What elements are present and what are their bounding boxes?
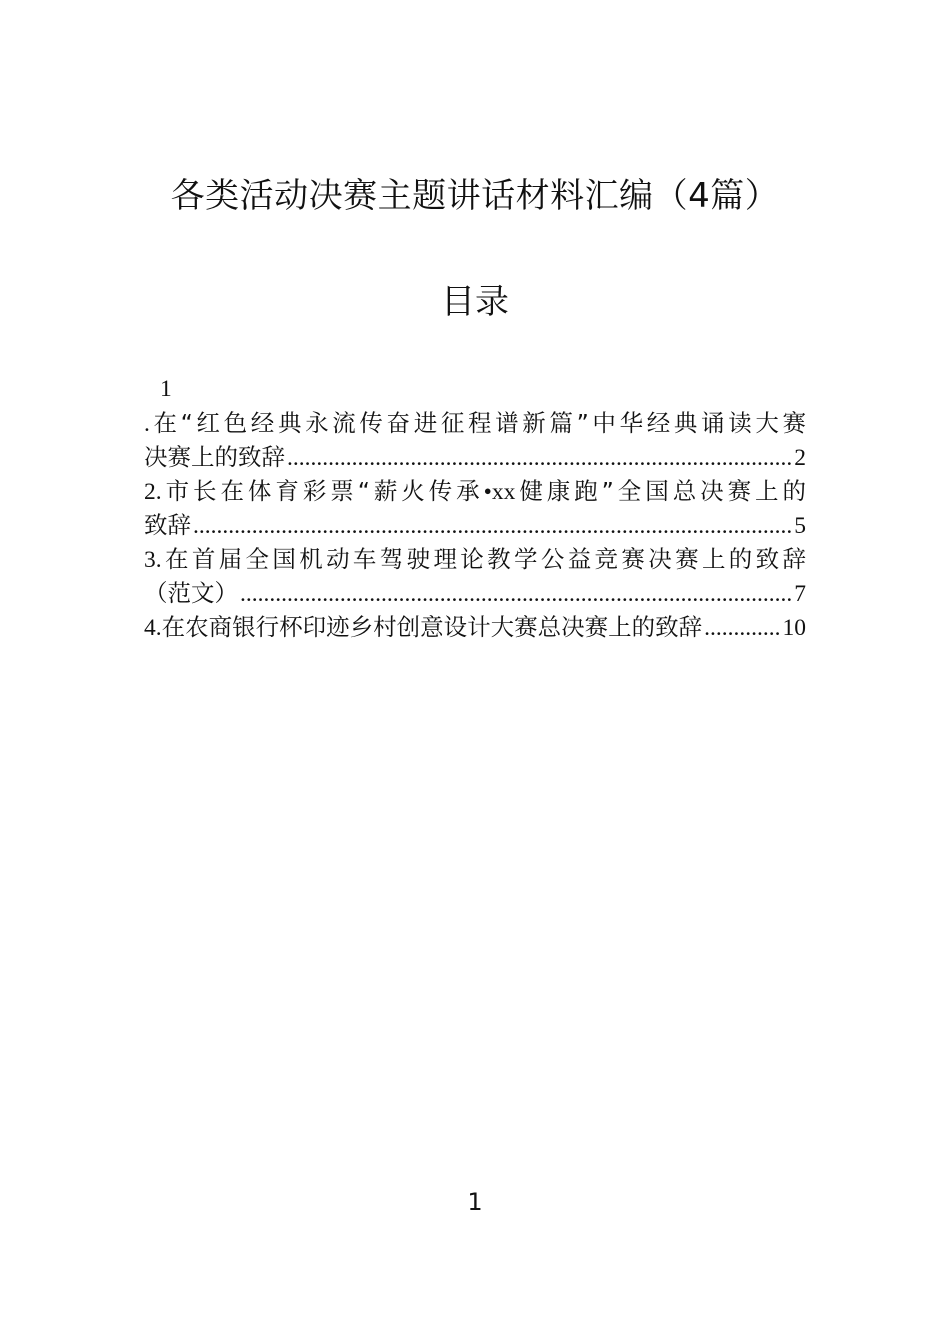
toc-entry-1-number: 1 [160, 376, 172, 402]
toc-entry-3-leader-line[interactable] [144, 576, 806, 610]
toc-entry-1-title-line[interactable] [144, 406, 806, 440]
toc-entry-3-dot-leader [240, 577, 792, 610]
toc-entry-2-title-cont: 致辞 [144, 511, 191, 539]
toc-entry-2-title-a: 市长在体育彩票“薪火传承 [161, 477, 484, 505]
toc-entry-2-number: 2. [144, 479, 162, 505]
toc-entry-2-dot-leader [193, 509, 792, 542]
toc-entry-2-title-line[interactable] [144, 474, 806, 508]
toc-entry-1-leader-line[interactable] [144, 440, 806, 474]
toc-entry-2-page: 5 [794, 513, 806, 539]
toc-entry-4-page: 10 [782, 615, 806, 641]
toc-entry-2-leader-line[interactable] [144, 508, 806, 542]
toc-entry-4-number: 4. [144, 615, 162, 641]
toc-entry-2-title-b: 健康跑”全国总决赛上的 [515, 477, 806, 505]
document-title: 各类活动决赛主题讲话材料汇编（4篇） [170, 176, 780, 216]
toc-entry-1-title: 在“红色经典永流传奋进征程谱新篇”中华经典诵读大赛 [149, 409, 806, 437]
toc-entry-3-title-line[interactable] [144, 542, 806, 576]
table-of-contents [144, 372, 806, 644]
toc-entry-4-dot-leader [704, 611, 780, 644]
toc-entry-1-dot-leader [287, 441, 792, 474]
toc-entry-2-bullet-xx: •xx [483, 479, 516, 505]
toc-entry-1-page: 2 [794, 445, 806, 471]
toc-entry-4-leader-line[interactable] [144, 610, 806, 644]
toc-entry-3-page: 7 [794, 581, 806, 607]
toc-heading: 目录 [441, 282, 509, 322]
toc-entry-3-title: 在首届全国机动车驾驶理论教学公益竞赛决赛上的致辞 [161, 545, 806, 573]
toc-entry-3-number: 3. [144, 547, 162, 573]
toc-entry-4-title-wrap [144, 610, 702, 644]
toc-entry-4-title: 在农商银行杯印迹乡村创意设计大赛总决赛上的致辞 [161, 613, 703, 641]
toc-entry-1-prefix: . [144, 411, 150, 437]
page-number: 1 [467, 1188, 483, 1216]
toc-entry-3-title-cont: （范文） [144, 579, 238, 607]
toc-entry-1-title-cont: 决赛上的致辞 [144, 443, 285, 471]
